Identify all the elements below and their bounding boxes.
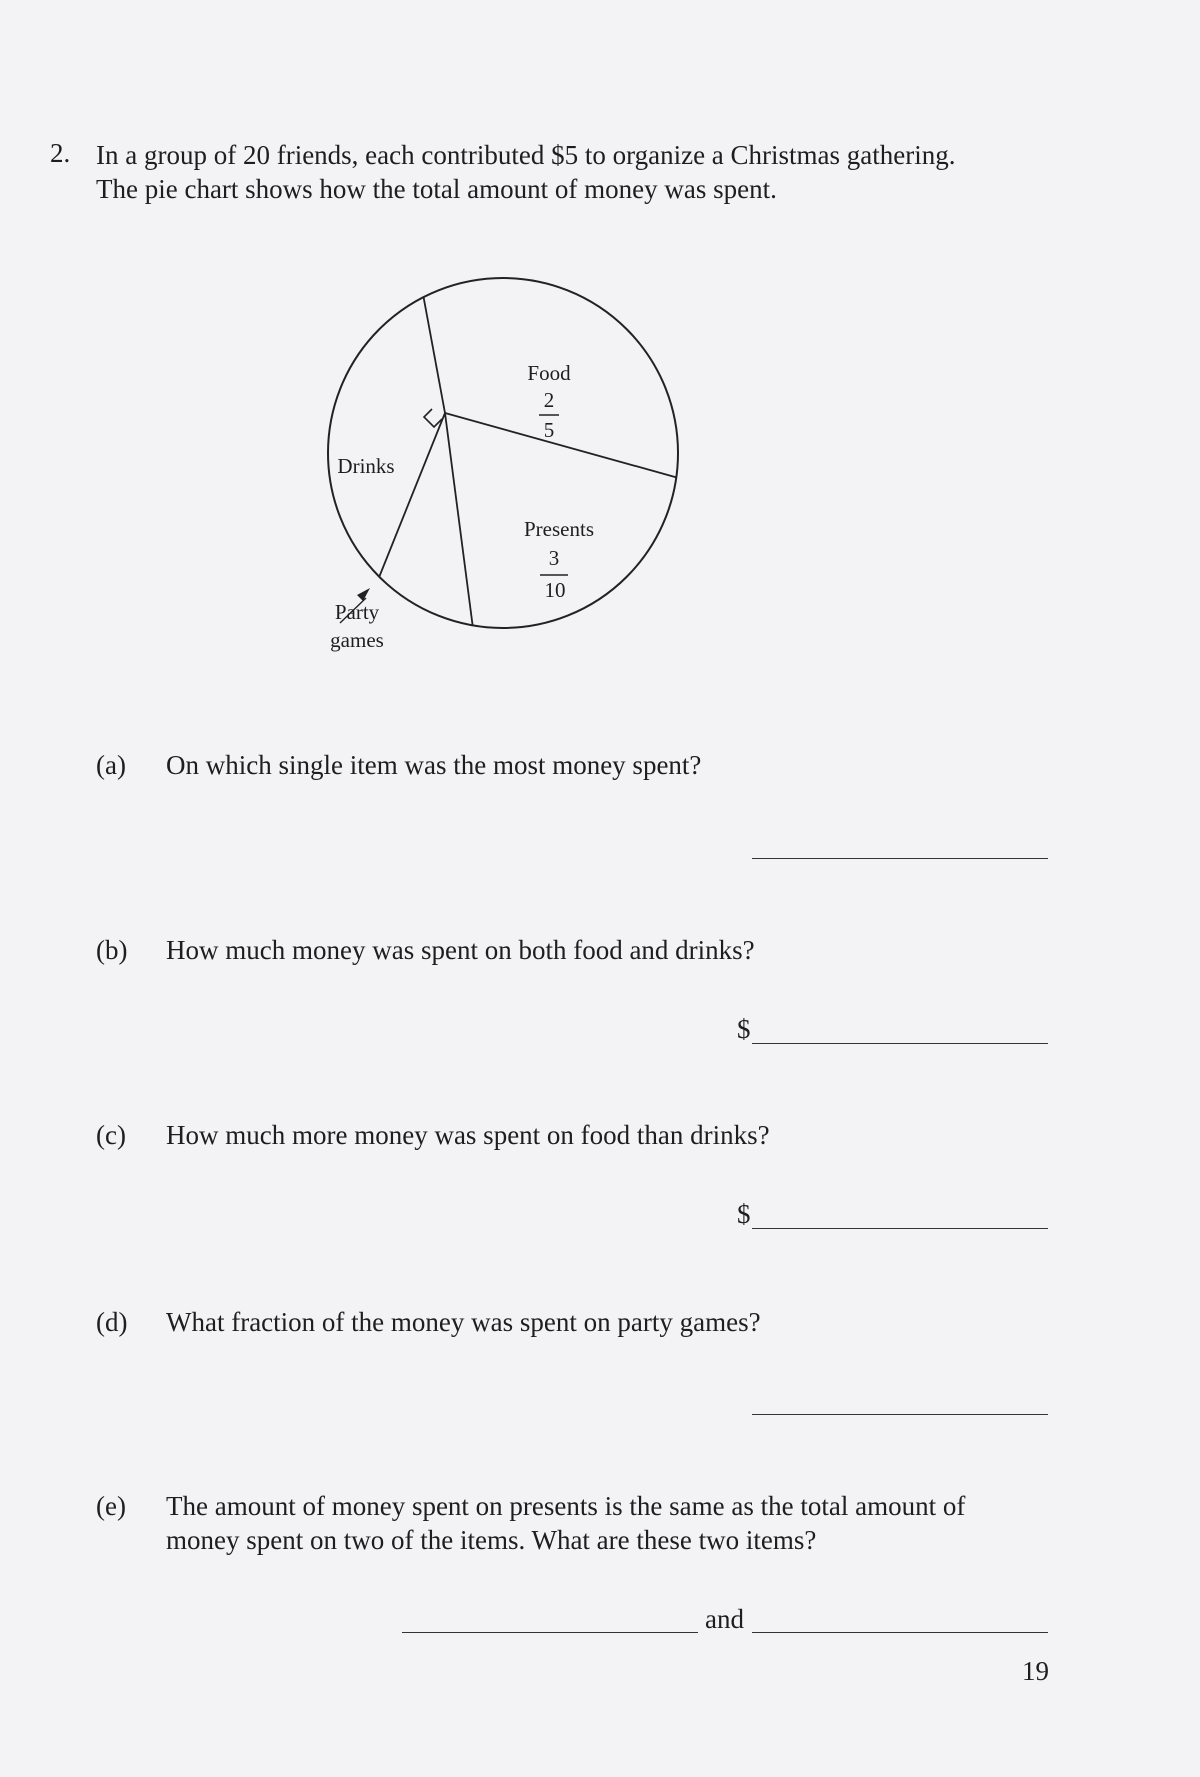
- dollar-sign-c: $: [737, 1199, 751, 1229]
- part-e-line-2: money spent on two of the items. What are these two items?: [166, 1525, 817, 1555]
- food-fraction-numerator: 2: [543, 388, 555, 412]
- presents-fraction-numerator: 3: [548, 546, 560, 570]
- dollar-sign-b: $: [737, 1014, 751, 1044]
- answer-line-e-second[interactable]: [752, 1632, 1048, 1633]
- party-games-label-line-1: Party: [334, 600, 380, 624]
- party-games-label-line-2: games: [330, 628, 384, 652]
- part-a-label: (a): [96, 750, 126, 780]
- slice-label-presents: Presents: [524, 517, 594, 541]
- answer-line-b[interactable]: [752, 1043, 1048, 1044]
- part-e-label: (e): [96, 1491, 126, 1521]
- slice-label-drinks: Drinks: [337, 454, 395, 478]
- slice-boundary-drinks-food: [424, 297, 445, 413]
- part-d-label: (d): [96, 1307, 128, 1337]
- presents-fraction-denominator: 10: [544, 578, 566, 602]
- part-b-label: (b): [96, 935, 128, 965]
- part-d-question: What fraction of the money was spent on party games?: [166, 1307, 761, 1337]
- page-number: 19: [1022, 1656, 1049, 1686]
- slice-boundary-party-drinks: [379, 413, 445, 577]
- part-e-line-1: The amount of money spent on presents is the same as the total amount of: [166, 1491, 966, 1521]
- answer-line-d[interactable]: [752, 1414, 1048, 1415]
- answer-line-c[interactable]: [752, 1228, 1048, 1229]
- question-number: 2.: [50, 138, 71, 168]
- answer-line-e-first[interactable]: [402, 1632, 698, 1633]
- intro-line-2: The pie chart shows how the total amount of money was spent.: [96, 174, 777, 204]
- slice-boundary-food-presents: [445, 413, 676, 477]
- question-intro: [96, 138, 1076, 206]
- slice-boundary-presents-party: [445, 413, 473, 625]
- slice-label-food: Food: [527, 361, 571, 385]
- right-angle-marker: [424, 409, 442, 427]
- answer-line-a[interactable]: [752, 858, 1048, 859]
- and-word: and: [705, 1604, 744, 1634]
- food-fraction-denominator: 5: [543, 418, 555, 442]
- part-c-question: How much more money was spent on food than drinks?: [166, 1120, 770, 1150]
- part-e-question: [166, 1489, 1166, 1557]
- part-b-question: How much money was spent on both food and drinks?: [166, 935, 755, 965]
- part-a-question: On which single item was the most money spent?: [166, 750, 702, 780]
- part-c-label: (c): [96, 1120, 126, 1150]
- slice-label-party-games: [312, 598, 402, 654]
- intro-line-1: In a group of 20 friends, each contributed $5 to organize a Christmas gathering.: [96, 140, 956, 170]
